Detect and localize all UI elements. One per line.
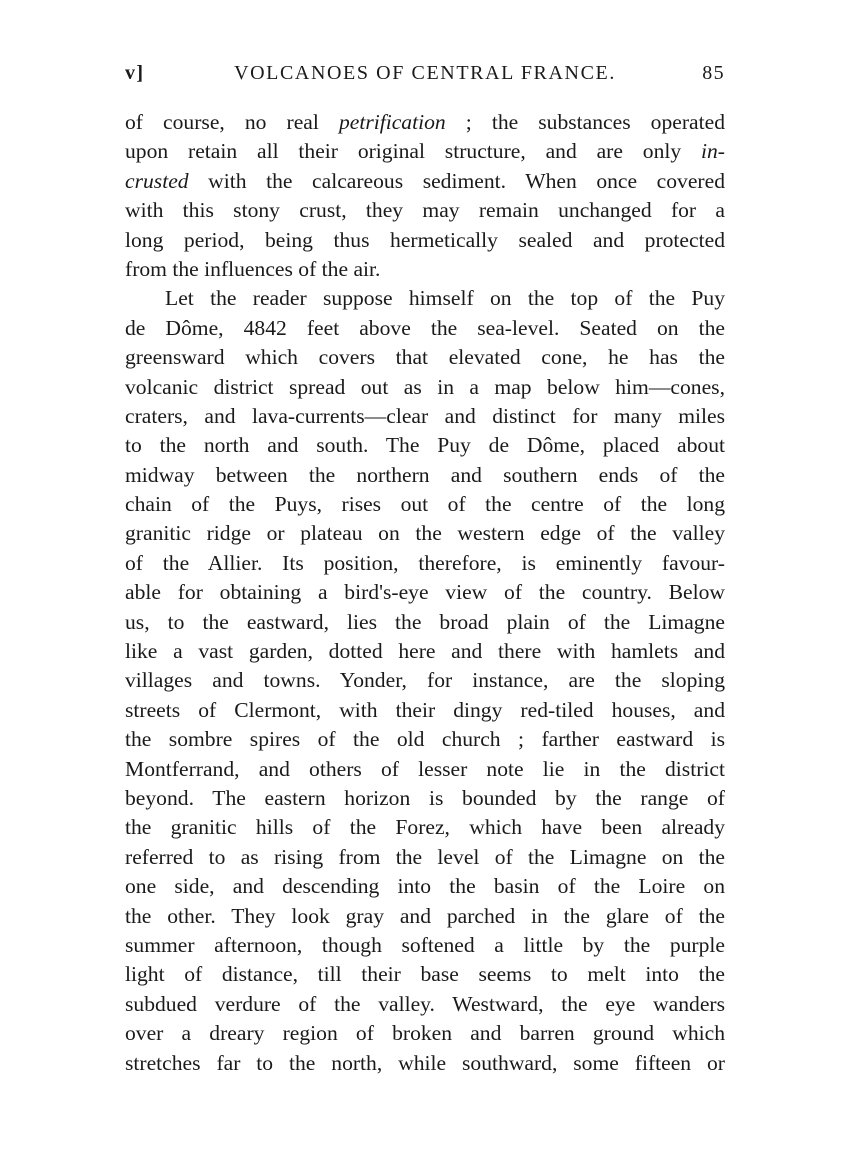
text-line: craters, and lava-currents—clear and distinct for many miles — [125, 403, 725, 428]
text-line: one side, and descending into the basin of the Loire on — [125, 874, 725, 899]
text-line: crusted with the calcareous sediment. When once covered — [125, 168, 725, 193]
text-line: the other. They look gray and parched in the glare of the — [125, 903, 725, 928]
text-line: like a vast garden, dotted here and there with hamlets and — [125, 639, 725, 664]
text-line: light of distance, till their base seems to melt into the — [125, 962, 725, 987]
paragraph-2 — [125, 284, 725, 1078]
text-line: Montferrand, and others of lesser note lie in the district — [125, 756, 725, 781]
text-line: volcanic district spread out as in a map below him—cones, — [125, 374, 725, 399]
text-line: over a dreary region of broken and barren ground which — [125, 1021, 725, 1046]
text-line: us, to the eastward, lies the broad plain of the Limagne — [125, 609, 725, 634]
text-line: with this stony crust, they may remain unchanged for a — [125, 198, 725, 223]
chapter-number: v] — [125, 62, 145, 84]
text-line: villages and towns. Yonder, for instance, are the sloping — [125, 668, 725, 693]
text-line: the sombre spires of the old church ; farther eastward is — [125, 727, 725, 752]
text-line: subdued verdure of the valley. Westward, the eye wanders — [125, 991, 725, 1016]
running-title: VOLCANOES OF CENTRAL FRANCE. — [234, 62, 616, 84]
text-line: beyond. The eastern horizon is bounded by the range of — [125, 785, 725, 810]
text-line: long period, being thus hermetically sealed and protected — [125, 227, 725, 252]
text-line: to the north and south. The Puy de Dôme, placed about — [125, 433, 725, 458]
text-line: upon retain all their original structure, and are only in- — [125, 139, 725, 164]
text-line: streets of Clermont, with their dingy red-tiled houses, and — [125, 697, 725, 722]
text-line: chain of the Puys, rises out of the centre of the long — [125, 492, 725, 517]
text-line: granitic ridge or plateau on the western edge of the valley — [125, 521, 725, 546]
text-line: greensward which covers that elevated cone, he has the — [125, 345, 725, 370]
text-line: midway between the northern and southern ends of the — [125, 462, 725, 487]
text-line: able for obtaining a bird's-eye view of the country. Below — [125, 580, 725, 605]
text-line: summer afternoon, though softened a little by the purple — [125, 932, 725, 957]
text-line: de Dôme, 4842 feet above the sea-level. Seated on the — [125, 315, 725, 340]
text-line: from the influences of the air. — [125, 256, 381, 281]
running-head — [125, 62, 725, 90]
page-number: 85 — [702, 62, 725, 84]
body-text — [125, 108, 725, 1078]
text-line: stretches far to the north, while southward, some fifteen or — [125, 1050, 725, 1075]
text-line: of the Allier. Its position, therefore, is eminently favour- — [125, 550, 725, 575]
text-line: of course, no real petrification ; the substances operated — [125, 110, 725, 134]
text-line: the granitic hills of the Forez, which have been already — [125, 815, 725, 840]
text-line: referred to as rising from the level of the Limagne on the — [125, 844, 725, 869]
text-line: Let the reader suppose himself on the top of the Puy — [165, 286, 725, 311]
paragraph-1 — [125, 108, 725, 284]
